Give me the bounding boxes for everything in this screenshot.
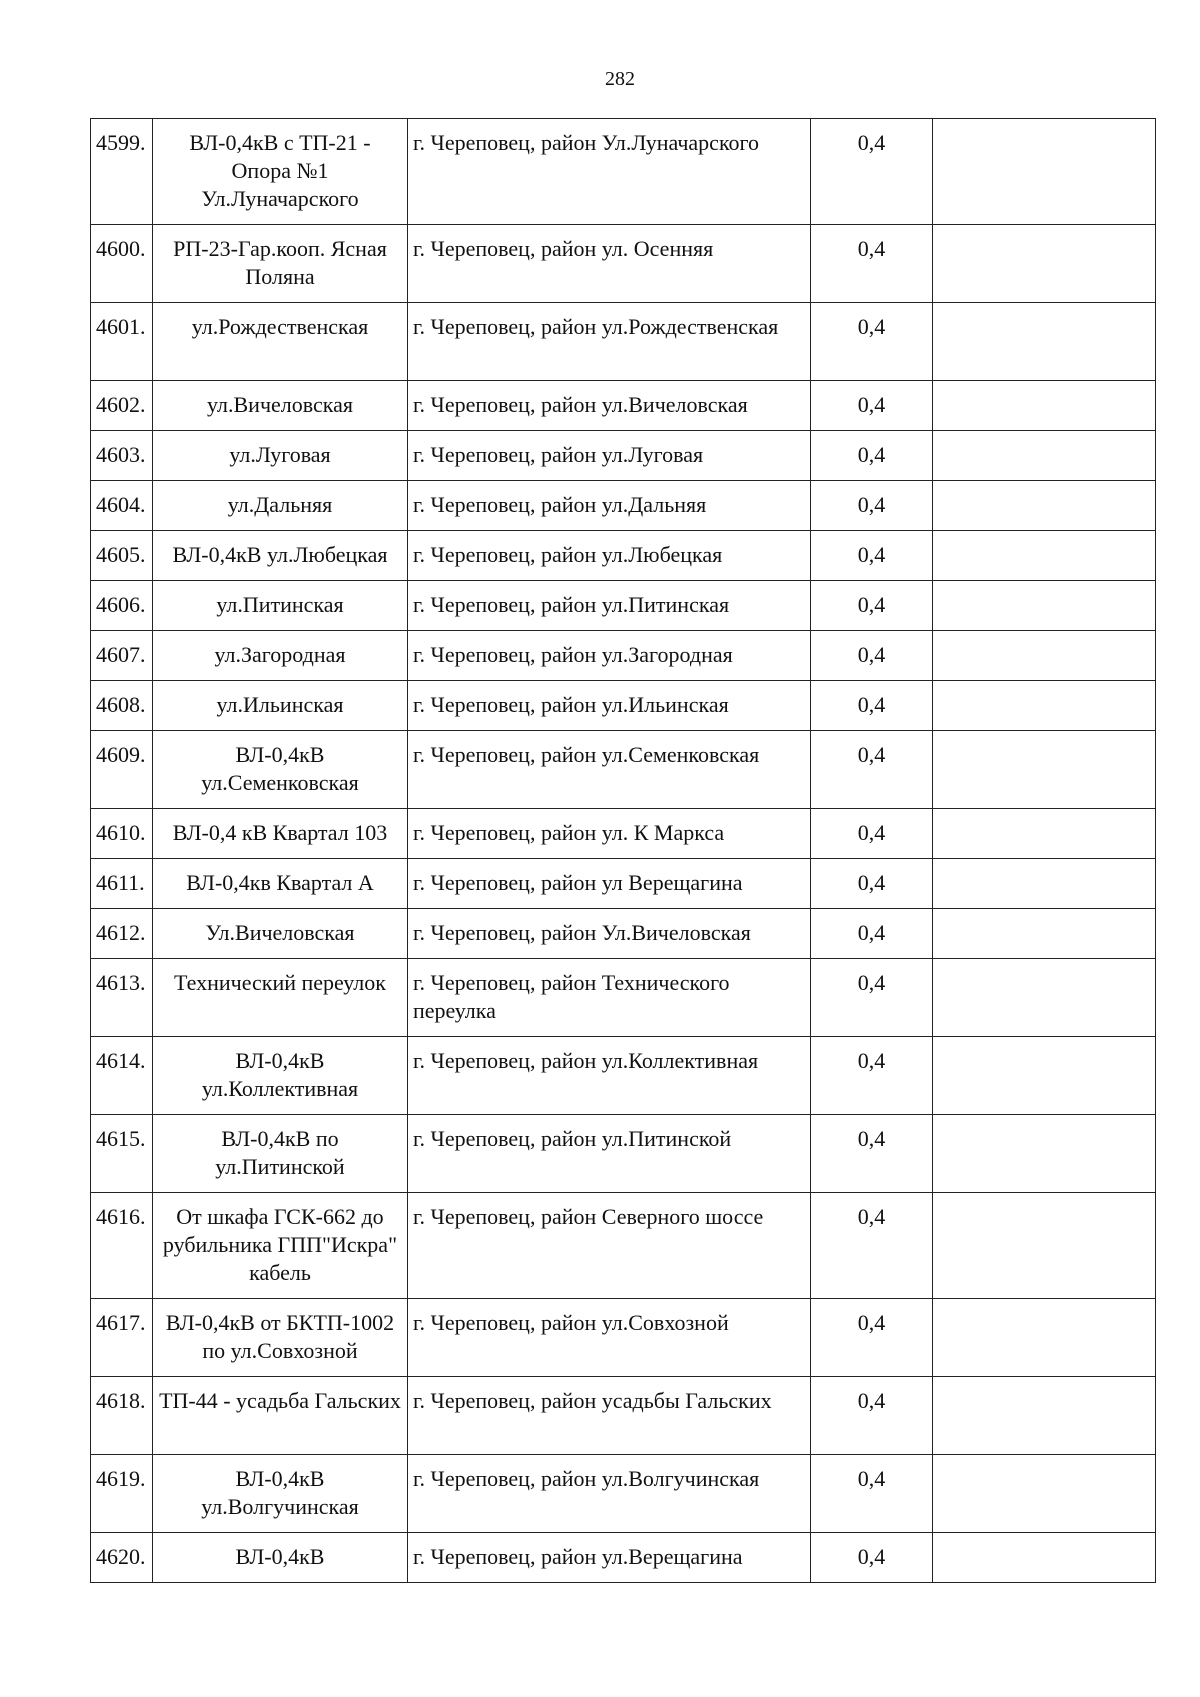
table-row	[91, 531, 1156, 581]
table-row	[91, 959, 1156, 1037]
line-voltage: 0,4	[811, 531, 933, 581]
line-name: ВЛ-0,4кВ ул.Любецкая	[153, 531, 408, 581]
line-voltage: 0,4	[811, 959, 933, 1037]
row-number: 4618.	[91, 1377, 153, 1455]
empty-cell	[933, 1115, 1156, 1193]
empty-cell	[933, 531, 1156, 581]
line-location: г. Череповец, район ул.Вичеловская	[408, 381, 811, 431]
line-name: ул.Дальняя	[153, 481, 408, 531]
table-row	[91, 631, 1156, 681]
line-name: ул.Загородная	[153, 631, 408, 681]
line-location: г. Череповец, район усадьбы Гальских	[408, 1377, 811, 1455]
line-name: ВЛ-0,4 кВ Квартал 103	[153, 809, 408, 859]
row-number: 4613.	[91, 959, 153, 1037]
line-voltage: 0,4	[811, 303, 933, 381]
empty-cell	[933, 909, 1156, 959]
empty-cell	[933, 731, 1156, 809]
empty-cell	[933, 1455, 1156, 1533]
table-row	[91, 1377, 1156, 1455]
line-location: г. Череповец, район ул.Ильинская	[408, 681, 811, 731]
line-name: ул.Рождественская	[153, 303, 408, 381]
line-location: г. Череповец, район ул.Загородная	[408, 631, 811, 681]
table-row	[91, 809, 1156, 859]
line-voltage: 0,4	[811, 481, 933, 531]
empty-cell	[933, 1037, 1156, 1115]
row-number: 4614.	[91, 1037, 153, 1115]
line-voltage: 0,4	[811, 1299, 933, 1377]
empty-cell	[933, 1299, 1156, 1377]
line-location: г. Череповец, район ул.Рождественская	[408, 303, 811, 381]
line-voltage: 0,4	[811, 581, 933, 631]
row-number: 4608.	[91, 681, 153, 731]
line-location: г. Череповец, район ул.Верещагина	[408, 1533, 811, 1583]
row-number: 4599.	[91, 119, 153, 225]
empty-cell	[933, 859, 1156, 909]
line-name: ВЛ-0,4кВ по ул.Питинской	[153, 1115, 408, 1193]
line-voltage: 0,4	[811, 119, 933, 225]
line-voltage: 0,4	[811, 225, 933, 303]
line-voltage: 0,4	[811, 909, 933, 959]
line-name: ул.Вичеловская	[153, 381, 408, 431]
line-voltage: 0,4	[811, 381, 933, 431]
row-number: 4606.	[91, 581, 153, 631]
line-location: г. Череповец, район ул.Коллективная	[408, 1037, 811, 1115]
empty-cell	[933, 631, 1156, 681]
line-name: ВЛ-0,4кВ от БКТП-1002 по ул.Совхозной	[153, 1299, 408, 1377]
line-voltage: 0,4	[811, 731, 933, 809]
row-number: 4601.	[91, 303, 153, 381]
row-number: 4619.	[91, 1455, 153, 1533]
line-name: ВЛ-0,4кВ ул.Коллективная	[153, 1037, 408, 1115]
line-name: ВЛ-0,4кв Квартал А	[153, 859, 408, 909]
registry-table-body	[91, 119, 1156, 1583]
line-location: г. Череповец, район ул.Питинская	[408, 581, 811, 631]
line-voltage: 0,4	[811, 431, 933, 481]
line-name: Ул.Вичеловская	[153, 909, 408, 959]
row-number: 4612.	[91, 909, 153, 959]
line-name: Технический переулок	[153, 959, 408, 1037]
line-location: г. Череповец, район ул.Совхозной	[408, 1299, 811, 1377]
line-location: г. Череповец, район ул.Питинской	[408, 1115, 811, 1193]
line-name: ВЛ-0,4кВ ул.Семенковская	[153, 731, 408, 809]
line-voltage: 0,4	[811, 859, 933, 909]
table-row	[91, 481, 1156, 531]
row-number: 4615.	[91, 1115, 153, 1193]
line-name: ВЛ-0,4кВ ул.Волгучинская	[153, 1455, 408, 1533]
line-location: г. Череповец, район ул. К Маркса	[408, 809, 811, 859]
line-name: ВЛ-0,4кВ с ТП-21 - Опора №1 Ул.Луначарского	[153, 119, 408, 225]
line-name: ул.Ильинская	[153, 681, 408, 731]
empty-cell	[933, 1533, 1156, 1583]
empty-cell	[933, 119, 1156, 225]
line-location: г. Череповец, район Ул.Вичеловская	[408, 909, 811, 959]
page-number: 282	[605, 68, 635, 90]
line-voltage: 0,4	[811, 809, 933, 859]
empty-cell	[933, 581, 1156, 631]
line-voltage: 0,4	[811, 1455, 933, 1533]
line-location: г. Череповец, район ул.Любецкая	[408, 531, 811, 581]
empty-cell	[933, 481, 1156, 531]
row-number: 4616.	[91, 1193, 153, 1299]
registry-table	[90, 118, 1156, 1583]
line-name: ул.Луговая	[153, 431, 408, 481]
row-number: 4602.	[91, 381, 153, 431]
table-row	[91, 1299, 1156, 1377]
line-name: От шкафа ГСК-662 до рубильника ГПП"Искра" кабель	[153, 1193, 408, 1299]
table-row	[91, 859, 1156, 909]
line-location: г. Череповец, район Северного шоссе	[408, 1193, 811, 1299]
line-location: г. Череповец, район Технического переулка	[408, 959, 811, 1037]
line-location: г. Череповец, район ул.Семенковская	[408, 731, 811, 809]
empty-cell	[933, 1377, 1156, 1455]
empty-cell	[933, 381, 1156, 431]
row-number: 4607.	[91, 631, 153, 681]
table-row	[91, 581, 1156, 631]
table-row	[91, 381, 1156, 431]
row-number: 4603.	[91, 431, 153, 481]
line-location: г. Череповец, район ул.Луговая	[408, 431, 811, 481]
line-name: РП-23-Гар.кооп. Ясная Поляна	[153, 225, 408, 303]
table-row	[91, 681, 1156, 731]
table-row	[91, 1115, 1156, 1193]
table-row	[91, 909, 1156, 959]
empty-cell	[933, 1193, 1156, 1299]
line-voltage: 0,4	[811, 1193, 933, 1299]
line-location: г. Череповец, район ул Верещагина	[408, 859, 811, 909]
line-name: ул.Питинская	[153, 581, 408, 631]
line-voltage: 0,4	[811, 1115, 933, 1193]
row-number: 4605.	[91, 531, 153, 581]
line-voltage: 0,4	[811, 1037, 933, 1115]
row-number: 4617.	[91, 1299, 153, 1377]
table-row	[91, 731, 1156, 809]
line-voltage: 0,4	[811, 631, 933, 681]
line-location: г. Череповец, район ул.Дальняя	[408, 481, 811, 531]
empty-cell	[933, 809, 1156, 859]
line-name: ВЛ-0,4кВ	[153, 1533, 408, 1583]
line-name: ТП-44 - усадьба Гальских	[153, 1377, 408, 1455]
table-row	[91, 1193, 1156, 1299]
line-voltage: 0,4	[811, 681, 933, 731]
line-location: г. Череповец, район Ул.Луначарского	[408, 119, 811, 225]
empty-cell	[933, 431, 1156, 481]
line-location: г. Череповец, район ул. Осенняя	[408, 225, 811, 303]
table-row	[91, 431, 1156, 481]
empty-cell	[933, 303, 1156, 381]
row-number: 4610.	[91, 809, 153, 859]
table-row	[91, 1037, 1156, 1115]
row-number: 4604.	[91, 481, 153, 531]
empty-cell	[933, 681, 1156, 731]
line-location: г. Череповец, район ул.Волгучинская	[408, 1455, 811, 1533]
table-row	[91, 303, 1156, 381]
row-number: 4620.	[91, 1533, 153, 1583]
empty-cell	[933, 225, 1156, 303]
table-row	[91, 1455, 1156, 1533]
empty-cell	[933, 959, 1156, 1037]
row-number: 4611.	[91, 859, 153, 909]
table-row	[91, 119, 1156, 225]
table-row	[91, 1533, 1156, 1583]
table-row	[91, 225, 1156, 303]
row-number: 4600.	[91, 225, 153, 303]
line-voltage: 0,4	[811, 1377, 933, 1455]
line-voltage: 0,4	[811, 1533, 933, 1583]
row-number: 4609.	[91, 731, 153, 809]
